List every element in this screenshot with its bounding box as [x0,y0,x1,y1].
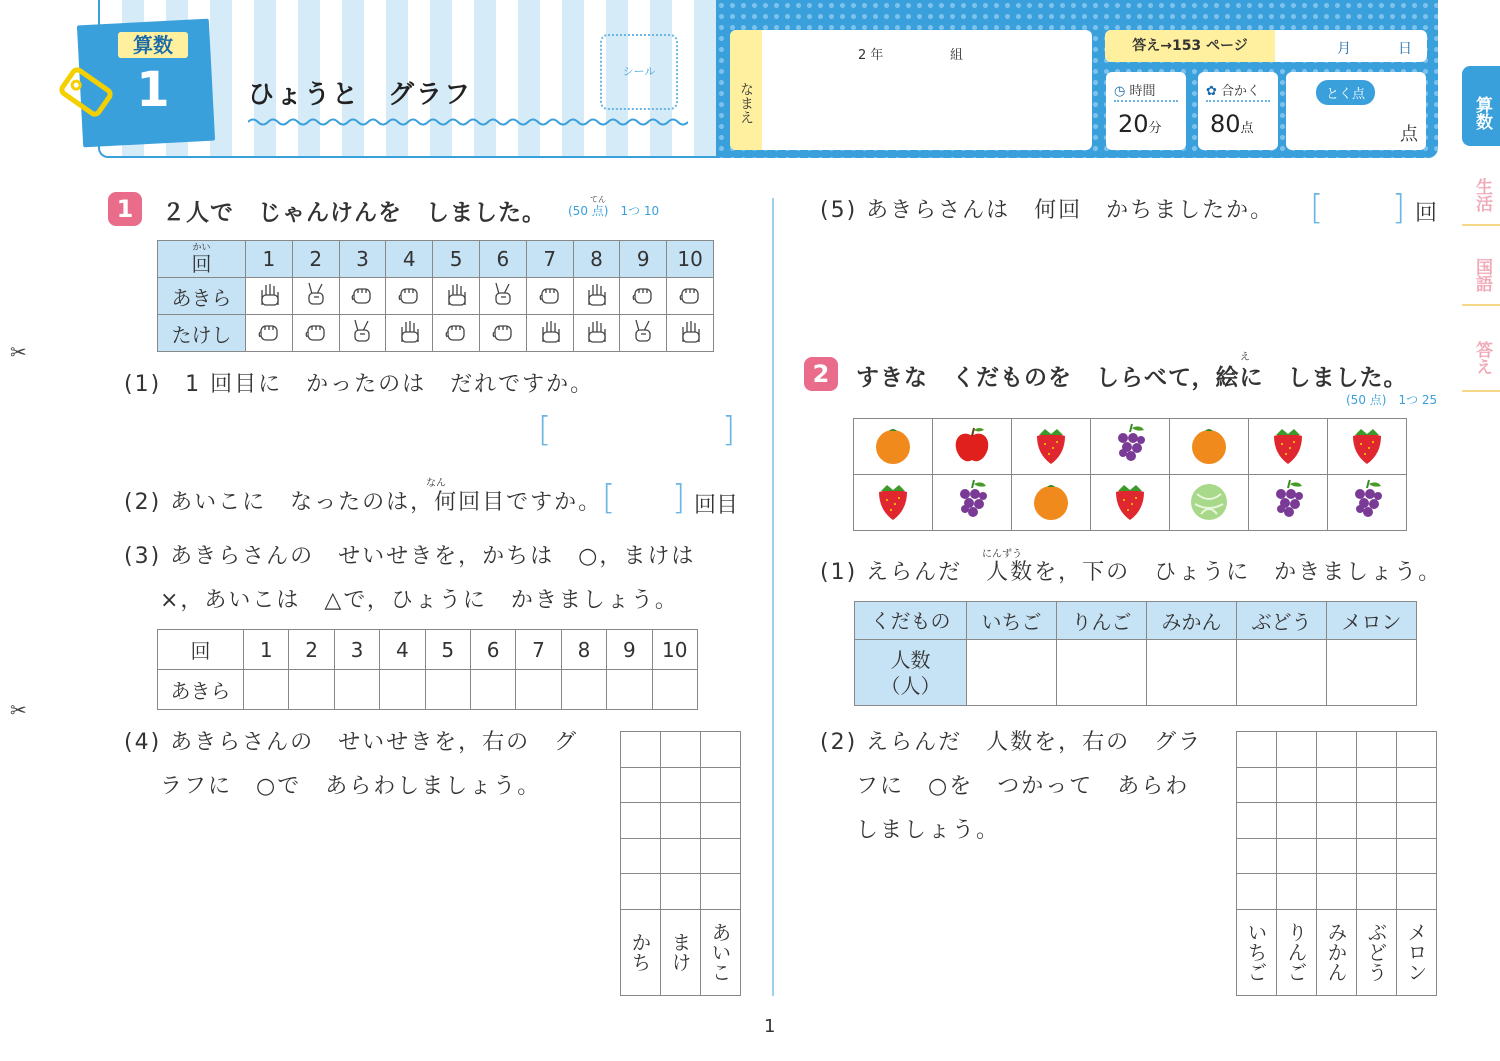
round-header [158,241,246,278]
tab-japanese[interactable]: 国語 [1462,240,1500,306]
result-cell[interactable] [470,670,515,710]
strawberry-icon [1328,419,1407,475]
round-header-label: 回 [191,251,212,276]
grape-icon [1091,419,1170,475]
graph-cell[interactable] [1317,838,1357,874]
count-label [855,640,967,706]
time-label: 時間 [1129,84,1156,99]
clock-icon: ◷ [1114,84,1126,99]
fruit-name: りんご [1057,602,1147,640]
paper-hand-icon [386,315,433,352]
fruit-name: ぶどう [1237,602,1327,640]
graph-cell[interactable] [701,732,741,768]
count-cell[interactable] [1237,640,1327,706]
q1-sub2: (2) あいこに なったのは，何回目ですか。 [124,490,603,515]
graph-axis-label: みかん [1317,909,1357,995]
paper-hand-icon [573,315,620,352]
answer-bracket-close: ] [1392,188,1406,228]
graph-cell[interactable] [621,767,661,803]
round-number: 6 [479,241,526,278]
answer-bracket-close: ] [672,478,686,518]
score-unit: 点 [1400,124,1418,145]
question-1-number: 1 [108,192,142,226]
graph-cell[interactable] [621,838,661,874]
graph-cell[interactable] [1397,803,1437,839]
round-number: 9 [620,241,667,278]
q1-graph [620,731,741,996]
sub1-ruby: にんずう [982,549,1022,560]
pass-value: 80 [1210,110,1241,138]
answer-bracket-close: ] [722,410,736,450]
grape-icon [1328,475,1407,531]
orange-icon [854,419,933,475]
round-number: 5 [433,241,480,278]
graph-axis-label: ぶどう [1357,909,1397,995]
scissors-hand-icon [339,315,386,352]
class-label: 組 [950,48,964,63]
round-number: 1 [246,241,293,278]
graph-cell[interactable] [1277,767,1317,803]
question-2-number: 2 [804,357,838,391]
q1-sub4-line2: ラフに ○で あらわしましょう。 [160,774,542,799]
pass-label: 合かく [1221,84,1261,99]
orange-icon [1170,419,1249,475]
graph-cell[interactable] [1397,767,1437,803]
result-cell[interactable] [334,670,379,710]
name-field[interactable] [730,30,1092,150]
rock-hand-icon [479,315,526,352]
graph-cell[interactable] [1317,803,1357,839]
fruit-name: メロン [1327,602,1417,640]
round-number: 7 [516,630,561,670]
answer-field[interactable] [554,418,718,454]
result-cell[interactable] [380,670,425,710]
result-cell[interactable] [652,670,697,710]
pass-unit: 点 [1240,121,1254,136]
result-table [157,629,698,710]
round-number: 2 [289,630,334,670]
graph-cell[interactable] [661,838,701,874]
fruit-header-label: くだもの [855,602,967,640]
graph-cell[interactable] [1237,838,1277,874]
graph-cell[interactable] [1357,874,1397,910]
player-name: たけし [158,315,246,352]
round-number: 7 [526,241,573,278]
rock-hand-icon [620,278,667,315]
graph-cell[interactable] [701,767,741,803]
scissors-icon: ✂ [10,340,27,364]
graph-axis-label: まけ [661,909,701,995]
paper-hand-icon [433,278,480,315]
answer-bracket-open: [ [602,478,616,518]
fruit-table [854,601,1417,706]
strawberry-icon [1091,475,1170,531]
paper-hand-icon [246,278,293,315]
points-ruby: てん [590,195,606,204]
count-label-2: （人） [880,673,941,698]
count-label-1: 人数 [890,647,931,672]
flower-icon: ✿ [1206,84,1217,99]
paper-hand-icon [667,315,714,352]
round-number: 4 [380,630,425,670]
graph-cell[interactable] [1397,874,1437,910]
round-number: 4 [386,241,433,278]
tab-math[interactable]: 算数 [1462,66,1500,146]
melon-icon [1170,475,1249,531]
orange-icon [1012,475,1091,531]
graph-cell[interactable] [1277,874,1317,910]
rock-hand-icon [339,278,386,315]
scissors-icon: ✂ [10,698,27,722]
question-2-text: すきな くだものを しらべて，絵に しました。 [856,365,1408,391]
answer-field[interactable] [616,484,668,520]
q1-sub4-line1: (4) あきらさんの せいせきを，右の グ [124,730,579,755]
page-number: 1 [764,1016,776,1037]
rock-hand-icon [386,278,433,315]
grade-label: 2 年 [858,48,884,63]
round-header: 回 [158,630,244,670]
graph-cell[interactable] [701,874,741,910]
unit-title: ひょうと グラフ [248,80,473,110]
graph-cell[interactable] [1237,732,1277,768]
round-number: 10 [652,630,697,670]
graph-cell[interactable] [661,803,701,839]
q1-sub5: (5) あきらさんは 何回 かちましたか。 [820,198,1275,223]
day-label: 日 [1398,41,1412,57]
round-number: 1 [244,630,289,670]
answer-field[interactable] [1326,194,1388,230]
question-2-points: (50 点) 1つ 25 [1346,393,1438,407]
grape-icon [933,475,1012,531]
graph-cell[interactable] [1357,767,1397,803]
graph-cell[interactable] [621,732,661,768]
graph-cell[interactable] [1277,838,1317,874]
tag-icon [56,64,116,124]
time-unit: 分 [1148,121,1162,136]
result-cell[interactable] [516,670,561,710]
graph-cell[interactable] [1277,732,1317,768]
round-number: 3 [334,630,379,670]
graph-cell[interactable] [661,732,701,768]
sub2-ruby: なん [426,478,446,489]
question-1-text: ２人で じゃんけんを しました。 [162,200,546,226]
title-underline [248,112,688,131]
graph-cell[interactable] [1397,732,1437,768]
answer-bracket-open: [ [1310,188,1324,228]
graph-cell[interactable] [661,767,701,803]
result-cell[interactable] [607,670,652,710]
graph-axis-label: いちご [1237,909,1277,995]
q2-graph [1236,731,1437,996]
round-number: 9 [607,630,652,670]
round-number: 8 [573,241,620,278]
q2-sub2-line1: (2) えらんだ 人数を，右の グラ [820,730,1203,755]
q1-sub3-line2: ×，あいこは △で，ひょうに かきましょう。 [160,588,679,613]
question-1-points: (50 点) 1つ 10 [568,204,660,218]
graph-cell[interactable] [1317,874,1357,910]
count-cell[interactable] [1327,640,1417,706]
round-ruby: かい [192,242,211,253]
q1-sub1: (1) 1 回目に かったのは だれですか。 [124,372,595,397]
round-number: 10 [667,241,714,278]
answer-unit: 回目 [694,493,739,518]
time-value: 20 [1118,110,1149,138]
round-number: 8 [561,630,606,670]
answer-unit: 回 [1415,201,1438,226]
strawberry-icon [1249,419,1328,475]
strawberry-icon [854,475,933,531]
graph-cell[interactable] [1357,732,1397,768]
tab-answers[interactable]: 答え [1462,320,1500,392]
graph-cell[interactable] [1357,838,1397,874]
time-box [1106,72,1186,150]
graph-cell[interactable] [1317,732,1357,768]
graph-cell[interactable] [621,874,661,910]
result-cell[interactable] [561,670,606,710]
answer-reference: 答え→153 ページ [1105,30,1275,62]
apple-icon [933,419,1012,475]
count-cell[interactable] [967,640,1057,706]
count-cell[interactable] [1147,640,1237,706]
q2-sub2-line3: しましょう。 [856,818,1001,843]
answer-bracket-open: [ [538,410,552,450]
graph-axis-label: りんご [1277,909,1317,995]
q1-sub3-line1: (3) あきらさんの せいせきを，かちは ○，まけは [124,544,696,569]
rock-hand-icon [433,315,480,352]
paper-hand-icon [573,278,620,315]
paper-hand-icon [526,315,573,352]
fruit-pictures [853,418,1407,531]
round-number: 5 [425,630,470,670]
q2-sub2-line2: フに ○を つかって あらわ [856,774,1190,799]
player-name: あきら [158,278,246,315]
name-label: なまえ [730,30,762,150]
result-cell[interactable] [289,670,334,710]
q2-ruby: え [1240,352,1250,363]
result-cell[interactable] [425,670,470,710]
round-number: 3 [339,241,386,278]
graph-axis-label: かち [621,909,661,995]
rock-hand-icon [667,278,714,315]
graph-cell[interactable] [621,803,661,839]
score-label: とく点 [1316,80,1375,105]
sticker-box: シール [600,34,678,110]
graph-cell[interactable] [1237,767,1277,803]
graph-cell[interactable] [701,838,741,874]
player-name: あきら [158,670,244,710]
subject-label: 算数 [118,32,188,58]
graph-cell[interactable] [1237,803,1277,839]
pass-box [1198,72,1278,150]
graph-axis-label: メロン [1397,909,1437,995]
month-label: 月 [1337,41,1351,57]
rock-hand-icon [246,315,293,352]
rock-hand-icon [526,278,573,315]
fruit-name: みかん [1147,602,1237,640]
graph-cell[interactable] [1317,767,1357,803]
graph-axis-label: あいこ [701,909,741,995]
result-cell[interactable] [244,670,289,710]
round-number: 2 [292,241,339,278]
tab-life[interactable]: 生活 [1462,160,1500,226]
fruit-name: いちご [967,602,1057,640]
scissors-hand-icon [620,315,667,352]
graph-cell[interactable] [1357,803,1397,839]
graph-cell[interactable] [1277,803,1317,839]
graph-cell[interactable] [1237,874,1277,910]
graph-cell[interactable] [701,803,741,839]
scissors-hand-icon [479,278,526,315]
scissors-hand-icon [292,278,339,315]
graph-cell[interactable] [1397,838,1437,874]
count-cell[interactable] [1057,640,1147,706]
rock-hand-icon [292,315,339,352]
grape-icon [1249,475,1328,531]
graph-cell[interactable] [661,874,701,910]
strawberry-icon [1012,419,1091,475]
column-divider [772,198,774,996]
janken-table [157,240,714,352]
q2-sub1: (1) えらんだ 人数を，下の ひょうに かきましょう。 [820,560,1443,585]
unit-number: 1 [136,62,170,118]
round-number: 6 [470,630,515,670]
